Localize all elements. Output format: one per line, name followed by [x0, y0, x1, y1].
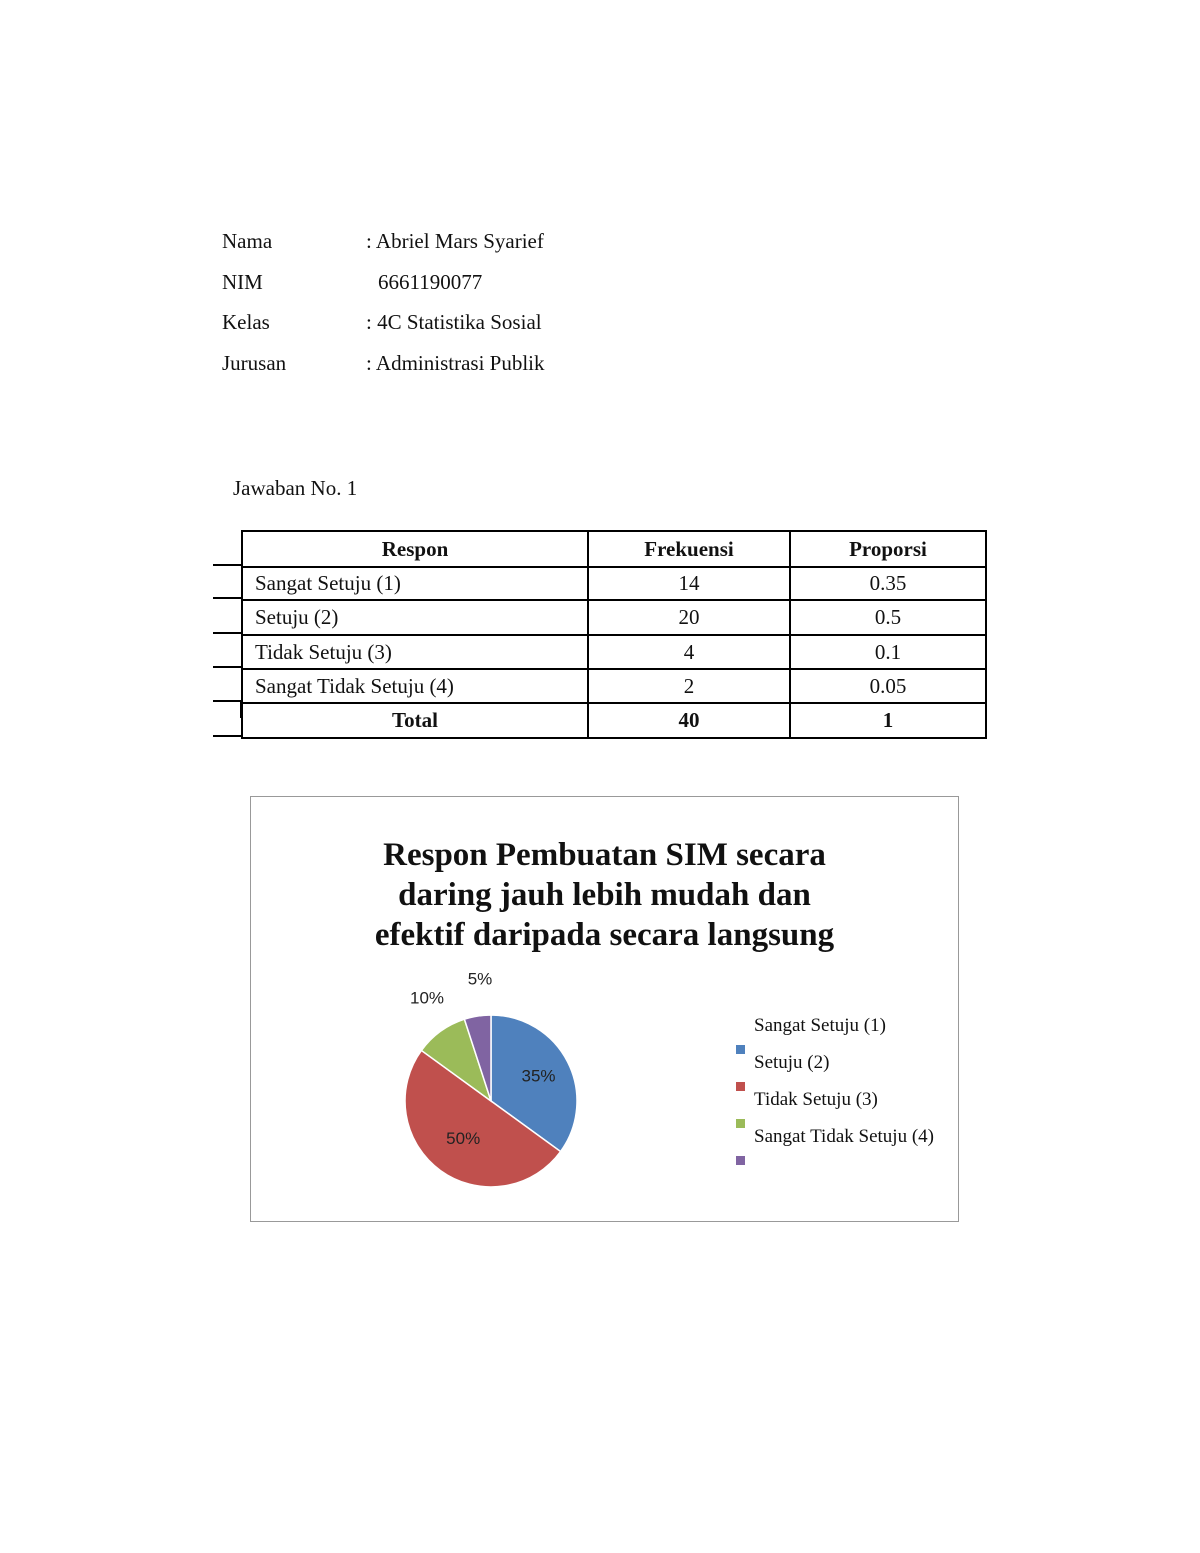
- table-cell: 2: [588, 669, 790, 703]
- table-cell: Sangat Setuju (1): [242, 567, 588, 600]
- frequency-table: [241, 530, 987, 739]
- table-total-cell: Total: [242, 703, 588, 738]
- table-total-cell: 1: [790, 703, 986, 738]
- pie-chart: [250, 796, 959, 1222]
- info-value: : Abriel Mars Syarief: [366, 229, 544, 253]
- table-header-row: [242, 531, 986, 567]
- chart-title-line: daring jauh lebih mudah dan: [398, 877, 811, 913]
- info-value: : 4C Statistika Sosial: [366, 310, 542, 334]
- legend-swatch: [736, 1045, 745, 1054]
- info-label: NIM: [222, 269, 263, 294]
- table-cell: 4: [588, 635, 790, 669]
- table-total-cell: 40: [588, 703, 790, 738]
- table-row: [242, 600, 986, 635]
- table-stub-line: [213, 735, 242, 737]
- pie-data-label: 10%: [409, 988, 445, 1008]
- info-value: : Administrasi Publik: [366, 350, 545, 375]
- table-cell: 0.1: [790, 635, 986, 669]
- table-header-cell: Frekuensi: [588, 531, 790, 567]
- table-row: [242, 669, 986, 703]
- legend-swatch: [736, 1082, 745, 1091]
- legend-label: Tidak Setuju (3): [754, 1089, 878, 1110]
- answer-heading: Jawaban No. 1: [233, 476, 358, 500]
- table-cell: Sangat Tidak Setuju (4): [242, 669, 588, 703]
- legend-label: Sangat Tidak Setuju (4): [754, 1126, 934, 1147]
- legend-swatch: [736, 1156, 745, 1165]
- info-label: Jurusan: [222, 350, 287, 375]
- table-cell: Tidak Setuju (3): [242, 635, 588, 669]
- table-cell: 0.35: [790, 567, 986, 600]
- info-label: Nama: [222, 229, 273, 253]
- table-row: [242, 567, 986, 600]
- chart-title-line: efektif daripada secara langsung: [374, 917, 835, 953]
- table-stub-line: [213, 666, 242, 668]
- table-header-cell: Proporsi: [790, 531, 986, 567]
- pie-plot: [251, 797, 957, 1220]
- table-stub-line: [213, 597, 242, 599]
- legend-swatch: [736, 1119, 745, 1128]
- pie-data-label: 5%: [467, 969, 493, 989]
- info-value: 6661190077: [378, 269, 483, 294]
- legend-label: Setuju (2): [754, 1052, 830, 1073]
- table-cell: 0.05: [790, 669, 986, 703]
- table-row: [242, 635, 986, 669]
- table-stub-line: [213, 632, 242, 634]
- table-header-cell: Respon: [242, 531, 588, 567]
- pie-data-label: 50%: [446, 1128, 481, 1148]
- pie-data-label: 35%: [521, 1066, 556, 1086]
- table-stub-line: [213, 564, 242, 566]
- chart-title-line: Respon Pembuatan SIM secara: [383, 837, 826, 873]
- table-cell: Setuju (2): [242, 600, 588, 635]
- table-stub-line: [213, 700, 242, 702]
- table-total-row: [242, 703, 986, 738]
- table-cell: 14: [588, 567, 790, 600]
- table-cell: 0.5: [790, 600, 986, 635]
- info-label: Kelas: [222, 310, 270, 334]
- legend-label: Sangat Setuju (1): [754, 1015, 886, 1036]
- table-cell: 20: [588, 600, 790, 635]
